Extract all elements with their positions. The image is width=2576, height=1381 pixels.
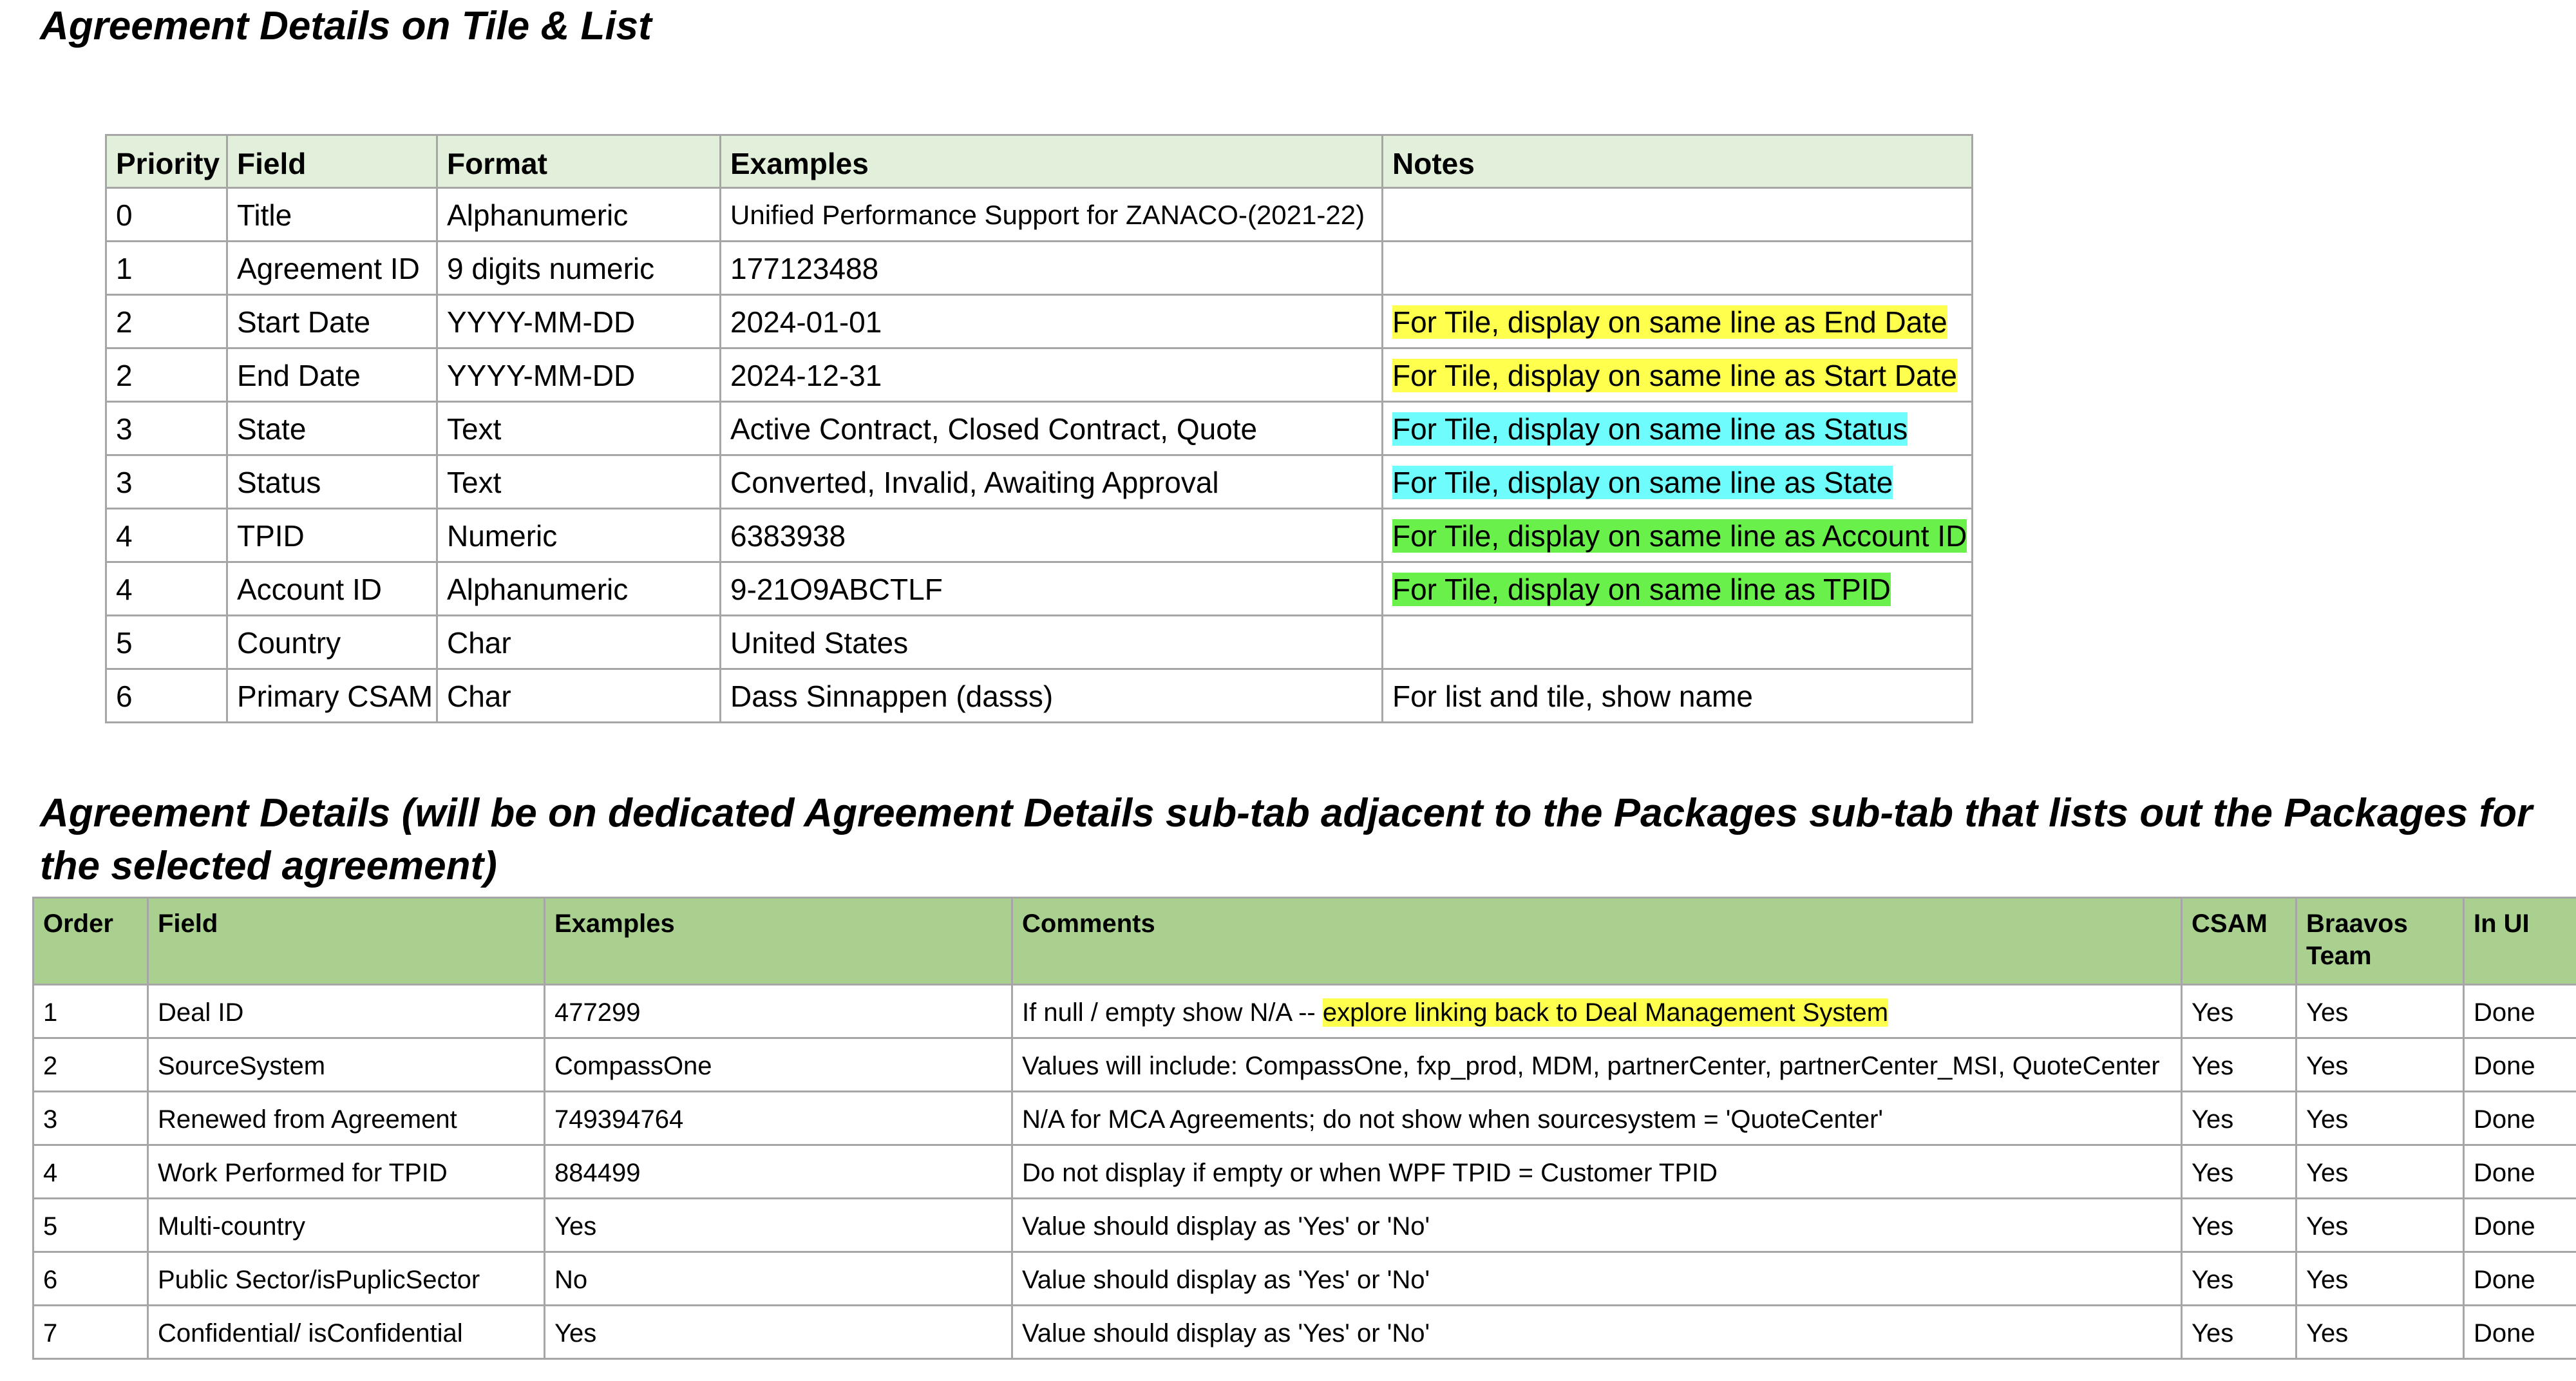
note-text: For list and tile, show name xyxy=(1392,680,1753,713)
cell-notes xyxy=(1383,402,1973,455)
cell-braavos: Yes xyxy=(2297,1092,2464,1145)
cell-order: 6 xyxy=(33,1252,148,1306)
cell-examples: Yes xyxy=(545,1199,1012,1252)
cell-in-ui: Done xyxy=(2464,1145,2576,1199)
header-csam: CSAM xyxy=(2182,898,2297,985)
cell-examples: 884499 xyxy=(545,1145,1012,1199)
cell-format: Char xyxy=(437,669,721,723)
cell-field: Multi-country xyxy=(148,1199,545,1252)
cell-csam: Yes xyxy=(2182,1252,2297,1306)
cell-order: 4 xyxy=(33,1145,148,1199)
cell-field: Work Performed for TPID xyxy=(148,1145,545,1199)
cell-examples: 6383938 xyxy=(721,509,1383,562)
cell-csam: Yes xyxy=(2182,1038,2297,1092)
cell-examples: 177123488 xyxy=(721,242,1383,295)
cell-comments: Value should display as 'Yes' or 'No' xyxy=(1012,1306,2182,1359)
cell-format: Numeric xyxy=(437,509,721,562)
cell-field: SourceSystem xyxy=(148,1038,545,1092)
cell-order: 1 xyxy=(33,985,148,1038)
cell-examples: 477299 xyxy=(545,985,1012,1038)
header-priority: Priority xyxy=(106,135,227,188)
note-highlight-green: For Tile, display on same line as Account ID xyxy=(1392,519,1967,553)
cell-in-ui: Done xyxy=(2464,1306,2576,1359)
cell-examples: CompassOne xyxy=(545,1038,1012,1092)
header-comments: Comments xyxy=(1012,898,2182,985)
cell-comments: Do not display if empty or when WPF TPID = Customer TPID xyxy=(1012,1145,2182,1199)
table-row xyxy=(33,1092,2576,1145)
tile-list-fields-table xyxy=(105,134,1973,723)
cell-format: YYYY-MM-DD xyxy=(437,348,721,402)
cell-field: End Date xyxy=(227,348,437,402)
note-highlight-cyan: For Tile, display on same line as Status xyxy=(1392,412,1908,446)
header-order: Order xyxy=(33,898,148,985)
header-examples: Examples xyxy=(545,898,1012,985)
table-row xyxy=(33,1145,2576,1199)
table-row xyxy=(106,455,1973,509)
page-title: Agreement Details on Tile & List xyxy=(40,4,652,48)
header-format: Format xyxy=(437,135,721,188)
cell-field: Confidential/ isConfidential xyxy=(148,1306,545,1359)
cell-notes xyxy=(1383,242,1973,295)
cell-field: State xyxy=(227,402,437,455)
header-examples: Examples xyxy=(721,135,1383,188)
cell-csam: Yes xyxy=(2182,1092,2297,1145)
cell-notes xyxy=(1383,616,1973,669)
table-row xyxy=(106,562,1973,616)
cell-order: 7 xyxy=(33,1306,148,1359)
cell-comments: Value should display as 'Yes' or 'No' xyxy=(1012,1252,2182,1306)
cell-in-ui: Done xyxy=(2464,1199,2576,1252)
cell-notes xyxy=(1383,509,1973,562)
cell-field: Country xyxy=(227,616,437,669)
comment-text: If null / empty show N/A -- xyxy=(1022,998,1316,1027)
table-row xyxy=(106,616,1973,669)
cell-examples: Converted, Invalid, Awaiting Approval xyxy=(721,455,1383,509)
cell-field: TPID xyxy=(227,509,437,562)
table-header-row xyxy=(33,898,2576,985)
cell-field: Primary CSAM xyxy=(227,669,437,723)
cell-examples: Active Contract, Closed Contract, Quote xyxy=(721,402,1383,455)
agreement-details-table xyxy=(32,897,2576,1360)
cell-field: Agreement ID xyxy=(227,242,437,295)
note-highlight-yellow: For Tile, display on same line as Start Date xyxy=(1392,359,1957,392)
cell-examples: Dass Sinnappen (dasss) xyxy=(721,669,1383,723)
cell-braavos: Yes xyxy=(2297,1306,2464,1359)
cell-in-ui: Done xyxy=(2464,1252,2576,1306)
cell-order: 2 xyxy=(33,1038,148,1092)
cell-priority: 3 xyxy=(106,402,227,455)
cell-examples: Yes xyxy=(545,1306,1012,1359)
cell-notes xyxy=(1383,455,1973,509)
cell-priority: 4 xyxy=(106,562,227,616)
note-highlight-yellow: For Tile, display on same line as End Date xyxy=(1392,305,1947,339)
cell-field: Status xyxy=(227,455,437,509)
cell-examples: United States xyxy=(721,616,1383,669)
cell-field: Start Date xyxy=(227,295,437,348)
cell-braavos: Yes xyxy=(2297,1199,2464,1252)
cell-format: Char xyxy=(437,616,721,669)
cell-comments: Value should display as 'Yes' or 'No' xyxy=(1012,1199,2182,1252)
cell-braavos: Yes xyxy=(2297,1145,2464,1199)
table-row xyxy=(106,669,1973,723)
cell-examples: 9-21O9ABCTLF xyxy=(721,562,1383,616)
note-highlight-cyan: For Tile, display on same line as State xyxy=(1392,466,1893,499)
cell-comments: N/A for MCA Agreements; do not show when sourcesystem = 'QuoteCenter' xyxy=(1012,1092,2182,1145)
cell-field: Deal ID xyxy=(148,985,545,1038)
cell-notes xyxy=(1383,562,1973,616)
table-row xyxy=(33,1252,2576,1306)
cell-format: Alphanumeric xyxy=(437,188,721,242)
header-field: Field xyxy=(227,135,437,188)
cell-format: Alphanumeric xyxy=(437,562,721,616)
cell-order: 5 xyxy=(33,1199,148,1252)
cell-priority: 4 xyxy=(106,509,227,562)
cell-priority: 6 xyxy=(106,669,227,723)
header-notes: Notes xyxy=(1383,135,1973,188)
cell-format: Text xyxy=(437,455,721,509)
cell-priority: 2 xyxy=(106,348,227,402)
note-highlight-green: For Tile, display on same line as TPID xyxy=(1392,573,1891,606)
cell-format: Text xyxy=(437,402,721,455)
cell-csam: Yes xyxy=(2182,1199,2297,1252)
cell-examples: 2024-12-31 xyxy=(721,348,1383,402)
cell-notes xyxy=(1383,295,1973,348)
cell-csam: Yes xyxy=(2182,1306,2297,1359)
table-row xyxy=(33,1199,2576,1252)
table-row xyxy=(33,1038,2576,1092)
table-row xyxy=(106,348,1973,402)
cell-priority: 1 xyxy=(106,242,227,295)
cell-field: Account ID xyxy=(227,562,437,616)
cell-priority: 3 xyxy=(106,455,227,509)
table-row xyxy=(106,188,1973,242)
header-field: Field xyxy=(148,898,545,985)
cell-csam: Yes xyxy=(2182,1145,2297,1199)
cell-in-ui: Done xyxy=(2464,985,2576,1038)
cell-priority: 5 xyxy=(106,616,227,669)
table-row xyxy=(106,242,1973,295)
cell-comments: Values will include: CompassOne, fxp_prod, MDM, partnerCenter, partnerCenter_MSI, QuoteCenter xyxy=(1012,1038,2182,1092)
cell-examples: 749394764 xyxy=(545,1092,1012,1145)
cell-priority: 0 xyxy=(106,188,227,242)
cell-notes xyxy=(1383,188,1973,242)
cell-braavos: Yes xyxy=(2297,1038,2464,1092)
cell-field: Public Sector/isPuplicSector xyxy=(148,1252,545,1306)
cell-examples: 2024-01-01 xyxy=(721,295,1383,348)
section-title: Agreement Details (will be on dedicated Agreement Details sub-tab adjacent to the Packages sub-tab that lists out the Packages for the selected agreement) xyxy=(40,791,2533,888)
cell-field: Renewed from Agreement xyxy=(148,1092,545,1145)
table-row xyxy=(33,1306,2576,1359)
cell-comments xyxy=(1012,985,2182,1038)
cell-braavos: Yes xyxy=(2297,1252,2464,1306)
table-row xyxy=(106,402,1973,455)
header-in-ui: In UI xyxy=(2464,898,2576,985)
table-header-row xyxy=(106,135,1973,188)
cell-format: 9 digits numeric xyxy=(437,242,721,295)
table-row xyxy=(33,985,2576,1038)
cell-in-ui: Done xyxy=(2464,1038,2576,1092)
cell-csam: Yes xyxy=(2182,985,2297,1038)
table-row xyxy=(106,295,1973,348)
header-braavos-team: Braavos Team xyxy=(2297,898,2464,985)
cell-in-ui: Done xyxy=(2464,1092,2576,1145)
cell-format: YYYY-MM-DD xyxy=(437,295,721,348)
cell-notes xyxy=(1383,348,1973,402)
cell-examples: Unified Performance Support for ZANACO-(2021-22) xyxy=(721,188,1383,242)
comment-highlight-yellow: explore linking back to Deal Management System xyxy=(1322,998,1889,1027)
cell-order: 3 xyxy=(33,1092,148,1145)
cell-field: Title xyxy=(227,188,437,242)
cell-priority: 2 xyxy=(106,295,227,348)
cell-examples: No xyxy=(545,1252,1012,1306)
cell-notes xyxy=(1383,669,1973,723)
table-row xyxy=(106,509,1973,562)
cell-braavos: Yes xyxy=(2297,985,2464,1038)
